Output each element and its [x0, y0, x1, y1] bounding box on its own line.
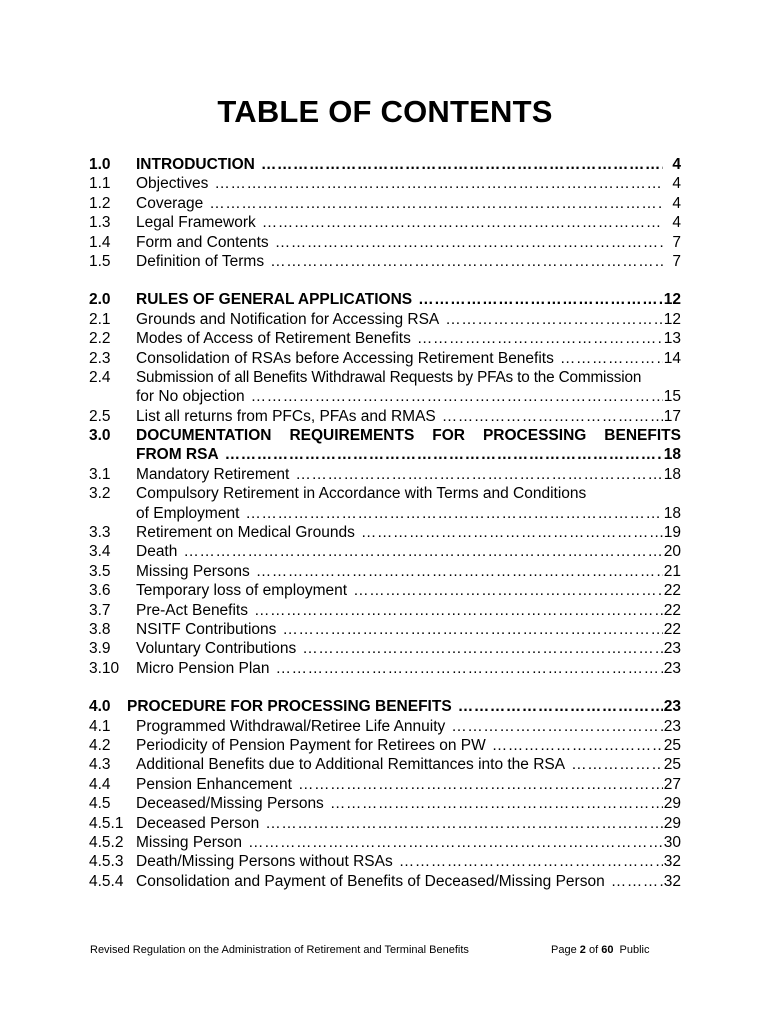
dot-leader: [296, 639, 663, 658]
toc-page-number: 20: [663, 543, 681, 561]
toc-page-number: 32: [663, 853, 681, 871]
toc-label: Coverage: [136, 194, 204, 212]
toc-number: 3.5: [89, 562, 111, 580]
toc-label: Missing Person: [136, 833, 242, 851]
dot-leader: [203, 194, 663, 213]
toc-number: 4.5.3: [89, 853, 124, 871]
toc-entry[interactable]: [89, 794, 681, 813]
toc-page-number: 18: [663, 446, 681, 464]
toc-number: 1.1: [89, 175, 111, 193]
dot-leader: [248, 601, 663, 620]
toc-label-continuation: for No objection: [136, 388, 245, 406]
page-footer: [90, 944, 680, 956]
toc-number: 3.10: [89, 659, 120, 677]
toc-number: 2.4: [89, 368, 111, 386]
dot-leader: [208, 174, 663, 193]
toc-entry[interactable]: [89, 368, 681, 387]
dot-leader: [565, 755, 663, 774]
toc-label-word: DOCUMENTATION: [136, 427, 272, 445]
toc-page-number: 25: [663, 736, 681, 754]
toc-label: Objectives: [136, 175, 209, 193]
toc-page-number: 27: [663, 775, 681, 793]
toc-label: Periodicity of Pension Payment for Retirees on PW: [136, 736, 486, 754]
toc-number: 4.3: [89, 756, 111, 774]
dot-leader: [242, 833, 663, 852]
toc-page-number: 23: [663, 717, 681, 735]
toc-page-number: 17: [663, 407, 681, 425]
toc-entry[interactable]: [89, 213, 681, 232]
toc-number: 4.5.2: [89, 833, 124, 851]
dot-leader: [239, 504, 663, 523]
toc-entry[interactable]: [89, 562, 681, 581]
toc-entry[interactable]: [89, 349, 681, 368]
toc-label: Pension Enhancement: [136, 775, 292, 793]
toc-label: Temporary loss of employment: [136, 582, 348, 600]
dot-leader: [256, 213, 663, 232]
toc-label-continuation: FROM RSA: [136, 446, 219, 464]
dot-leader: [289, 465, 663, 484]
toc-entry[interactable]: [89, 736, 681, 755]
dot-leader: [255, 155, 663, 174]
toc-number: 3.8: [89, 620, 111, 638]
toc-label: Consolidation of RSAs before Accessing Retirement Benefits: [136, 349, 554, 367]
toc-label-word: REQUIREMENTS: [289, 427, 415, 445]
toc-label-word: PROCESSING: [482, 427, 587, 445]
toc-entry[interactable]: [89, 465, 681, 484]
toc-label: Consolidation and Payment of Benefits of Deceased/Missing Person: [136, 872, 605, 890]
toc-label: Micro Pension Plan: [136, 659, 270, 677]
toc-label: Deceased Person: [136, 814, 260, 832]
toc-section-heading[interactable]: [89, 426, 681, 445]
toc-label: Voluntary Contributions: [136, 640, 297, 658]
toc-entry[interactable]: [89, 581, 681, 600]
toc-page-number: 18: [663, 504, 681, 522]
dot-leader: [264, 252, 663, 271]
toc-page-number: 12: [663, 291, 681, 309]
toc-label: Death/Missing Persons without RSAs: [136, 853, 393, 871]
toc-page-number: 7: [672, 252, 681, 270]
dot-leader: [347, 581, 663, 600]
current-page: 2: [579, 944, 586, 956]
toc-label: Death: [136, 543, 178, 561]
toc-label-word: BENEFITS: [604, 427, 681, 445]
dot-leader: [452, 697, 663, 716]
toc-entry[interactable]: [89, 329, 681, 348]
toc-entry[interactable]: [89, 872, 681, 891]
dot-leader: [269, 233, 663, 252]
toc-page-number: 23: [663, 698, 681, 716]
toc-section-heading[interactable]: [89, 697, 681, 716]
dot-leader: [439, 310, 663, 329]
toc-label: RULES OF GENERAL APPLICATIONS: [136, 291, 413, 309]
toc-number: 3.9: [89, 640, 111, 658]
toc-page-number: 14: [663, 349, 681, 367]
toc-label: [136, 426, 681, 445]
table-of-contents: [89, 155, 681, 891]
dot-leader: [270, 659, 663, 678]
toc-number: 4.5.1: [89, 814, 124, 832]
dot-leader: [436, 407, 663, 426]
toc-page-number: 7: [672, 233, 681, 251]
toc-page-number: 30: [663, 833, 681, 851]
toc-label: Pre-Act Benefits: [136, 601, 248, 619]
toc-page-number: 4: [672, 214, 681, 232]
toc-number: 2.0: [89, 291, 111, 309]
toc-number: 1.5: [89, 252, 111, 270]
toc-entry[interactable]: [89, 542, 681, 561]
toc-page-number: 13: [663, 330, 681, 348]
dot-leader: [292, 775, 663, 794]
total-pages: 60: [601, 944, 614, 956]
toc-label: Missing Persons: [136, 562, 250, 580]
toc-label: Deceased/Missing Persons: [136, 795, 324, 813]
toc-number: 1.2: [89, 194, 111, 212]
toc-page-number: 29: [663, 795, 681, 813]
toc-number: 4.4: [89, 775, 111, 793]
toc-entry[interactable]: [89, 833, 681, 852]
toc-label: Definition of Terms: [136, 252, 265, 270]
toc-page-number: 4: [672, 175, 681, 193]
toc-number: 3.0: [89, 427, 111, 445]
toc-page-number: 25: [663, 756, 681, 774]
toc-number: 1.4: [89, 233, 111, 251]
toc-page-number: 32: [663, 872, 681, 890]
toc-number: 4.1: [89, 717, 111, 735]
toc-entry[interactable]: [89, 174, 681, 193]
toc-entry[interactable]: [89, 755, 681, 774]
toc-entry[interactable]: [89, 484, 681, 503]
toc-entry[interactable]: [89, 814, 681, 833]
dot-leader: [259, 814, 663, 833]
toc-label: Compulsory Retirement in Accordance with Terms and Conditions: [136, 485, 587, 503]
toc-entry-continuation[interactable]: [89, 504, 681, 523]
toc-entry[interactable]: [89, 659, 681, 678]
toc-page-number: 29: [663, 814, 681, 832]
toc-number: 1.0: [89, 156, 111, 173]
toc-entry[interactable]: [89, 233, 681, 252]
toc-number: 2.1: [89, 310, 111, 328]
toc-label: Form and Contents: [136, 233, 269, 251]
dot-leader: [177, 542, 663, 561]
toc-label: NSITF Contributions: [136, 620, 277, 638]
toc-page-number: 23: [663, 640, 681, 658]
footer-document-title: Revised Regulation on the Administration of Retirement and Terminal Benefits: [90, 944, 469, 956]
toc-label: INTRODUCTION: [136, 156, 255, 173]
toc-number: 3.1: [89, 465, 111, 483]
classification-label: Public: [619, 944, 650, 956]
toc-page-number: 19: [663, 524, 681, 542]
toc-page-number: 22: [663, 582, 681, 600]
toc-page-number: 22: [663, 620, 681, 638]
toc-entry[interactable]: [89, 852, 681, 871]
dot-leader: [411, 329, 663, 348]
toc-number: 4.2: [89, 736, 111, 754]
dot-leader: [219, 445, 663, 464]
toc-number: 4.0: [89, 698, 111, 716]
toc-page-number: 22: [663, 601, 681, 619]
toc-label-continuation: of Employment: [136, 504, 240, 522]
toc-number: 2.3: [89, 349, 111, 367]
toc-number: 2.5: [89, 407, 111, 425]
toc-label: Mandatory Retirement: [136, 465, 290, 483]
toc-entry[interactable]: [89, 620, 681, 639]
dot-leader: [355, 523, 663, 542]
toc-number: 2.2: [89, 330, 111, 348]
footer-page-indicator: Page 2 of 60 Public: [551, 944, 650, 956]
toc-number: 4.5.4: [89, 872, 124, 890]
toc-label: Modes of Access of Retirement Benefits: [136, 330, 411, 348]
dot-leader: [486, 736, 663, 755]
toc-number: 3.3: [89, 524, 111, 542]
toc-entry[interactable]: [89, 717, 681, 736]
toc-page-number: 4: [672, 194, 681, 212]
toc-entry[interactable]: [89, 639, 681, 658]
toc-label: PROCEDURE FOR PROCESSING BENEFITS: [127, 698, 452, 716]
dot-leader: [324, 794, 663, 813]
toc-number: 3.7: [89, 601, 111, 619]
toc-entry[interactable]: [89, 775, 681, 794]
toc-page-number: 15: [663, 388, 681, 406]
dot-leader: [245, 387, 663, 406]
toc-number: 3.6: [89, 582, 111, 600]
toc-number: 4.5: [89, 795, 111, 813]
toc-number: 3.2: [89, 485, 111, 503]
toc-entry[interactable]: [89, 601, 681, 620]
toc-page-number: 21: [663, 562, 681, 580]
page-title: TABLE OF CONTENTS: [217, 94, 553, 129]
toc-number: 3.4: [89, 543, 111, 561]
toc-label: Additional Benefits due to Additional Remittances into the RSA: [136, 756, 566, 774]
toc-section-heading[interactable]: [89, 155, 681, 174]
toc-entry[interactable]: [89, 194, 681, 213]
toc-label: Legal Framework: [136, 214, 256, 232]
toc-label: Grounds and Notification for Accessing RSA: [136, 310, 440, 328]
dot-leader: [605, 872, 663, 891]
dot-leader: [554, 349, 663, 368]
toc-page-number: 23: [663, 659, 681, 677]
toc-label-word: FOR: [432, 427, 465, 445]
toc-section-heading-continuation[interactable]: [89, 445, 681, 464]
toc-page-number: 12: [663, 310, 681, 328]
dot-leader: [412, 290, 663, 309]
dot-leader: [250, 562, 663, 581]
toc-page-number: 18: [663, 465, 681, 483]
toc-label: Submission of all Benefits Withdrawal Requests by PFAs to the Commission: [136, 368, 642, 386]
dot-leader: [445, 717, 663, 736]
toc-entry[interactable]: [89, 310, 681, 329]
dot-leader: [276, 620, 663, 639]
toc-section-heading[interactable]: [89, 290, 681, 309]
toc-page-number: 4: [672, 156, 681, 173]
toc-entry-continuation[interactable]: [89, 387, 681, 406]
toc-number: 1.3: [89, 214, 111, 232]
toc-label: Retirement on Medical Grounds: [136, 524, 355, 542]
toc-entry[interactable]: [89, 252, 681, 271]
dot-leader: [393, 852, 663, 871]
toc-label: Programmed Withdrawal/Retiree Life Annuity: [136, 717, 446, 735]
toc-entry[interactable]: [89, 407, 681, 426]
toc-label: List all returns from PFCs, PFAs and RMAS: [136, 407, 436, 425]
toc-entry[interactable]: [89, 523, 681, 542]
